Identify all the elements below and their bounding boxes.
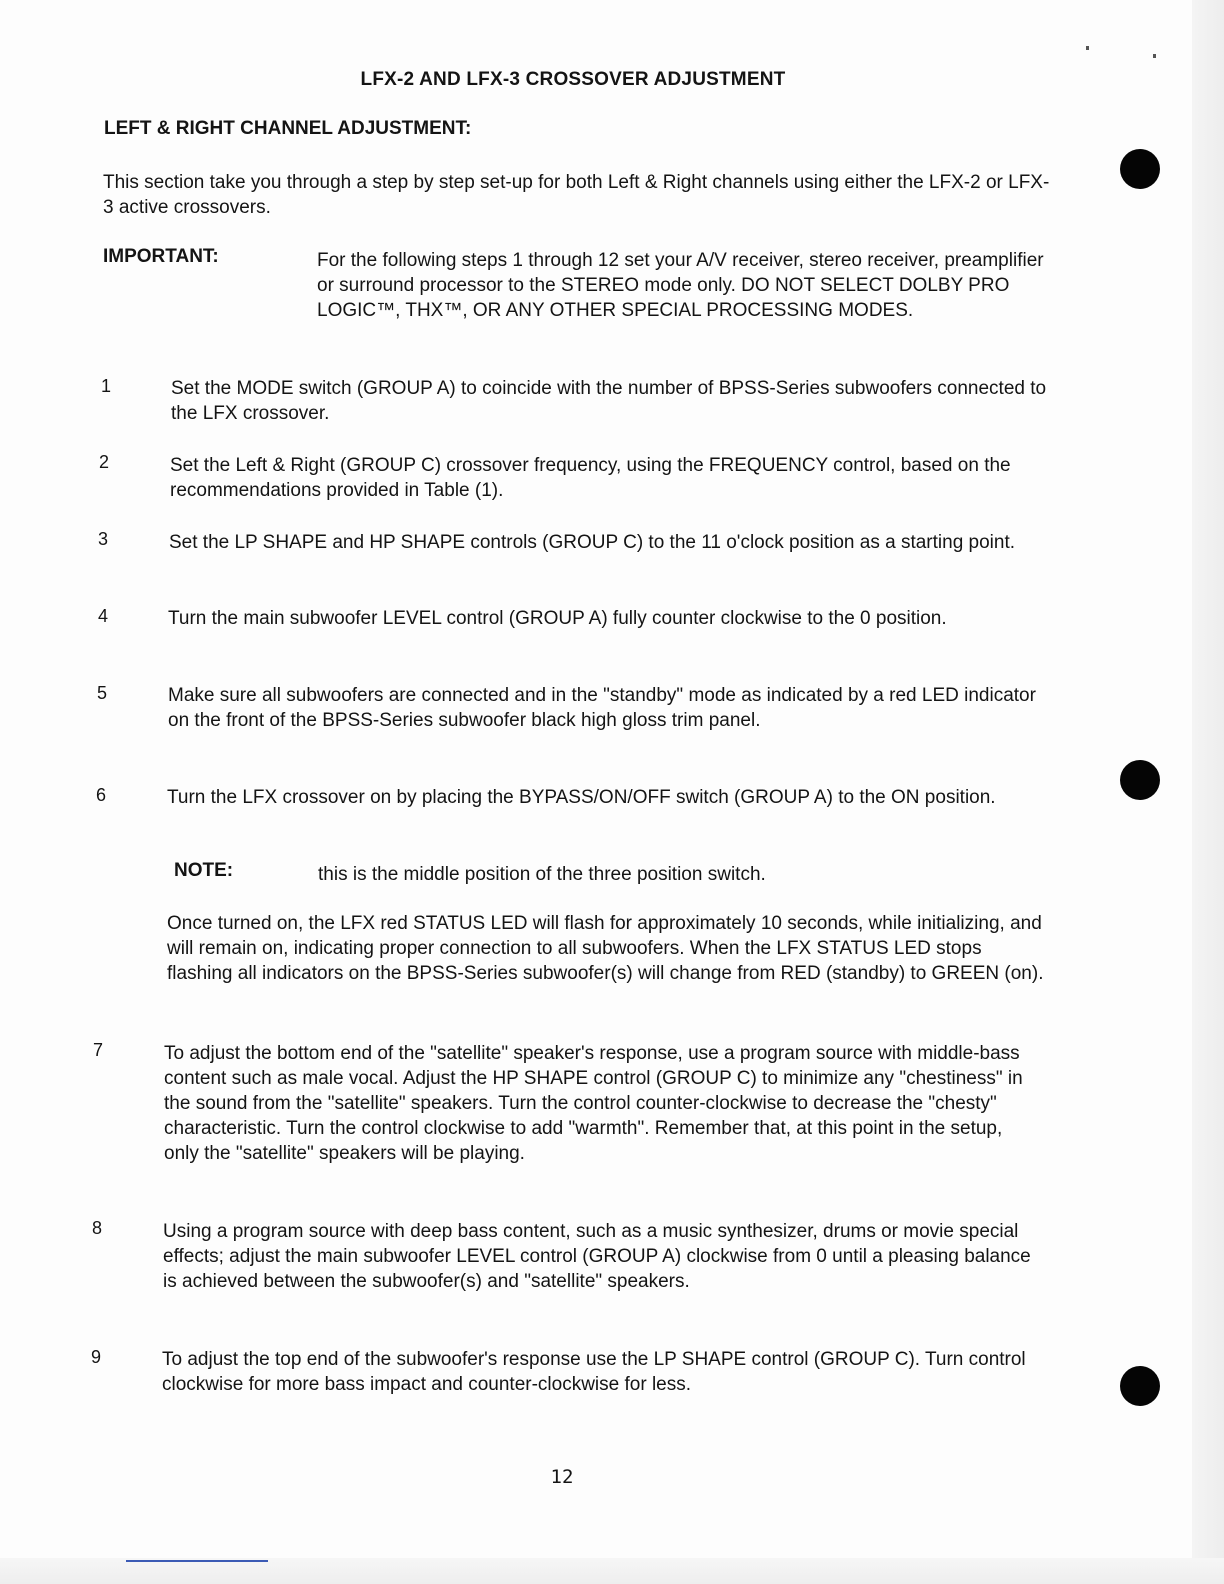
step-number: 8 bbox=[92, 1218, 103, 1238]
step-number: 5 bbox=[97, 683, 108, 703]
step-text: To adjust the bottom end of the "satellite" speaker's response, use a program source with middle-bass content such as male vocal. Adjust the HP SHAPE control (GROUP C) to minimize any "chestiness" in the sound from the "satellite" speakers. Turn the control counter-clockwise to decrease the "chesty" characteristic. Turn the control clockwise to add "warmth". Remember that, at this point in the setup, only the "satellite" speakers will be playing. bbox=[164, 1043, 1023, 1164]
step-text: Set the MODE switch (GROUP A) to coincide with the number of BPSS-Series subwoofers connected to the LFX crossover. bbox=[171, 378, 1047, 424]
important-text: For the following steps 1 through 12 set your A/V receiver, stereo receiver, preamplifier or surround processor to the STEREO mode only. DO NOT SELECT DOLBY PRO LOGIC™, THX™, OR ANY OTHER SPECIAL PROCESSING MODES. bbox=[317, 250, 1044, 321]
step-number: 6 bbox=[96, 785, 107, 805]
page-edge-shadow bbox=[1192, 0, 1224, 1584]
step-number: 2 bbox=[99, 452, 110, 472]
step-text: Turn the LFX crossover on by placing the BYPASS/ON/OFF switch (GROUP A) to the ON position. bbox=[167, 787, 996, 808]
step-number: 4 bbox=[98, 606, 109, 626]
step-number: 3 bbox=[98, 529, 109, 549]
scan-speck bbox=[1086, 46, 1089, 50]
step-number: 7 bbox=[93, 1040, 104, 1060]
step6-followup-paragraph: Once turned on, the LFX red STATUS LED will flash for approximately 10 seconds, while initializing, and will remain on, indicating proper connection to all subwoofers. When the LFX STATUS LED stops flashing all indicators on the BPSS-Series subwoofer(s) will change from RED (standby) to GREEN (on). bbox=[167, 913, 1044, 984]
step-text: Using a program source with deep bass content, such as a music synthesizer, drums or movie special effects; adjust the main subwoofer LEVEL control (GROUP A) clockwise from 0 until a pleasing balance is achieved between the subwoofer(s) and "satellite" speakers. bbox=[163, 1221, 1031, 1292]
step-number: 9 bbox=[91, 1347, 102, 1367]
binder-hole-bottom bbox=[1120, 1366, 1160, 1406]
step-text: Turn the main subwoofer LEVEL control (GROUP A) fully counter clockwise to the 0 position. bbox=[168, 608, 947, 629]
document-title: LFX-2 AND LFX-3 CROSSOVER ADJUSTMENT bbox=[360, 69, 786, 90]
binder-hole-middle bbox=[1120, 760, 1160, 800]
step-text: Make sure all subwoofers are connected and in the "standby" mode as indicated by a red LED indicator on the front of the BPSS-Series subwoofer black high gloss trim panel. bbox=[168, 685, 1036, 731]
step-text: Set the LP SHAPE and HP SHAPE controls (GROUP C) to the 11 o'clock position as a starting point. bbox=[169, 532, 1016, 553]
step-text: Set the Left & Right (GROUP C) crossover frequency, using the FREQUENCY control, based on the recommendations provided in Table (1). bbox=[170, 455, 1011, 501]
step-number: 1 bbox=[101, 376, 112, 396]
step-text: To adjust the top end of the subwoofer's response use the LP SHAPE control (GROUP C). Turn control clockwise for more bass impact and counter-clockwise for less. bbox=[162, 1349, 1026, 1395]
important-label: IMPORTANT: bbox=[103, 246, 219, 267]
bottom-rule bbox=[126, 1560, 268, 1562]
note-text: this is the middle position of the three position switch. bbox=[318, 864, 766, 885]
intro-paragraph: This section take you through a step by step set-up for both Left & Right channels using either the LFX-2 or LFX-3 active crossovers. bbox=[103, 172, 1050, 218]
binder-hole-top bbox=[1120, 149, 1160, 189]
page-number: 12 bbox=[550, 1466, 574, 1488]
section-heading: LEFT & RIGHT CHANNEL ADJUSTMENT: bbox=[104, 118, 472, 139]
scan-speck bbox=[1153, 54, 1156, 58]
note-label: NOTE: bbox=[174, 860, 234, 881]
